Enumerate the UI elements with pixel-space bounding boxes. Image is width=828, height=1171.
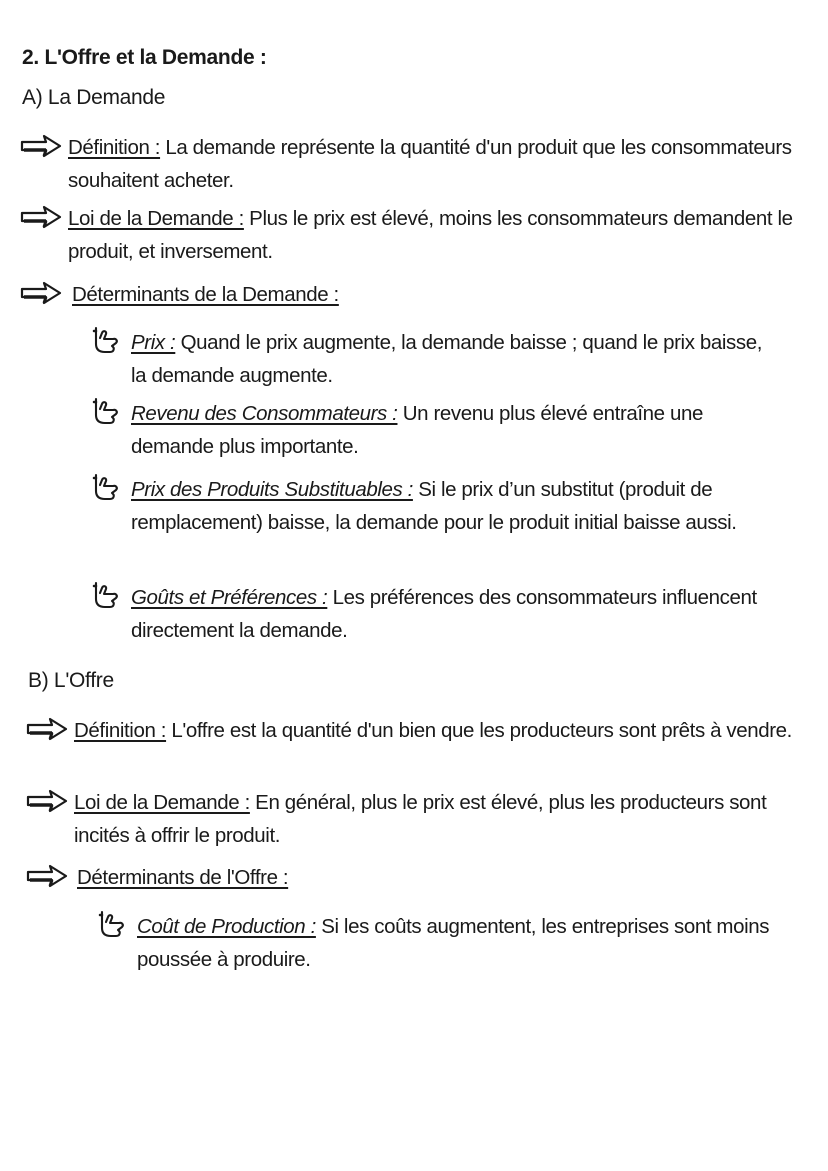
- pointing-hand-icon: [96, 910, 126, 938]
- sub-list-item: [90, 397, 780, 463]
- item-label: Loi de la Demande :: [74, 791, 250, 814]
- item-text: Si le prix d’un substitut (produit de remplacement) baisse, la demande pour le produit initial baisse aussi.: [131, 478, 737, 534]
- right-arrow-icon: [26, 788, 68, 814]
- item-label: Prix :: [131, 331, 176, 354]
- sub-list-item: [96, 910, 786, 976]
- sub-list-item: [90, 473, 780, 539]
- list-item: [20, 278, 800, 311]
- pointing-hand-icon: [90, 473, 120, 501]
- right-arrow-icon: [20, 204, 62, 230]
- list-item: [26, 861, 806, 894]
- sub-list-item: [90, 326, 780, 392]
- section-heading-demande: A) La Demande: [22, 86, 166, 109]
- item-label: Loi de la Demande :: [68, 207, 244, 230]
- item-text: Un revenu plus élevé entraîne une demande plus importante.: [131, 402, 703, 458]
- right-arrow-icon: [20, 133, 62, 159]
- item-label: Définition :: [68, 136, 161, 159]
- right-arrow-icon: [26, 716, 68, 742]
- right-arrow-icon: [26, 863, 68, 889]
- item-text: La demande représente la quantité d'un produit que les consommateurs souhaitent acheter.: [68, 136, 792, 192]
- pointing-hand-icon: [90, 326, 120, 354]
- list-item: [26, 786, 806, 852]
- item-label: Goûts et Préférences :: [131, 586, 328, 609]
- item-label: Revenu des Consommateurs :: [131, 402, 398, 425]
- list-item: [26, 714, 806, 747]
- item-label: Coût de Production :: [137, 915, 316, 938]
- section-heading-offre: B) L'Offre: [28, 669, 114, 692]
- item-text: En général, plus le prix est élevé, plus les producteurs sont incités à offrir le produit.: [74, 791, 767, 847]
- item-text: L'offre est la quantité d'un bien que les producteurs sont prêts à vendre.: [166, 719, 792, 742]
- item-label: Prix des Produits Substituables :: [131, 478, 413, 501]
- item-label: Définition :: [74, 719, 167, 742]
- list-item: [20, 202, 800, 268]
- right-arrow-icon: [20, 280, 62, 306]
- list-item: [20, 131, 800, 197]
- page-title: 2. L'Offre et la Demande :: [22, 46, 267, 69]
- pointing-hand-icon: [90, 397, 120, 425]
- item-label: Déterminants de l'Offre :: [77, 866, 289, 889]
- item-text: Les préférences des consommateurs influencent directement la demande.: [131, 586, 757, 642]
- item-text: Quand le prix augmente, la demande baisse ; quand le prix baisse, la demande augmente.: [131, 331, 762, 387]
- pointing-hand-icon: [90, 581, 120, 609]
- item-label: Déterminants de la Demande :: [72, 283, 339, 306]
- item-text: Si les coûts augmentent, les entreprises sont moins poussée à produire.: [137, 915, 770, 971]
- item-text: Plus le prix est élevé, moins les consommateurs demandent le produit, et inversement.: [68, 207, 793, 263]
- sub-list-item: [90, 581, 780, 647]
